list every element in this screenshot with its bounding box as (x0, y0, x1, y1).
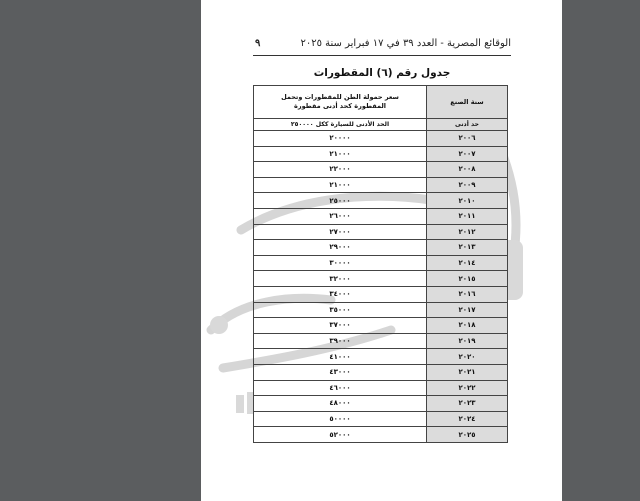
cell-year: ٢٠٢٣ (427, 396, 508, 412)
cell-year: ٢٠٢١ (427, 364, 508, 380)
cell-year: ٢٠٠٨ (427, 162, 508, 178)
table-row (254, 131, 508, 147)
cell-year: ٢٠١١ (427, 208, 508, 224)
cell-price: ٢٧٠٠٠ (254, 224, 427, 240)
table-row (254, 427, 508, 443)
table-row (254, 255, 508, 271)
cell-price: ٣٥٠٠٠ (254, 302, 427, 318)
cell-price: ٢٦٠٠٠ (254, 208, 427, 224)
table-row (254, 208, 508, 224)
viewer-left-margin (0, 0, 201, 501)
cell-year: ٢٠١٣ (427, 240, 508, 256)
cell-price: ٤٣٠٠٠ (254, 364, 427, 380)
cell-price: ٣٠٠٠٠ (254, 255, 427, 271)
cell-price: ٢٩٠٠٠ (254, 240, 427, 256)
cell-year: ٢٠١٠ (427, 193, 508, 209)
cell-price: ٣٧٠٠٠ (254, 318, 427, 334)
cell-price: ٢٠٠٠٠ (254, 131, 427, 147)
cell-year: ٢٠١٢ (427, 224, 508, 240)
table-row (254, 193, 508, 209)
cell-price: ٢١٠٠٠ (254, 177, 427, 193)
cell-price: ٤١٠٠٠ (254, 349, 427, 365)
cell-year: ٢٠١٨ (427, 318, 508, 334)
cell-year: ٢٠١٩ (427, 333, 508, 349)
cell-price: ٢١٠٠٠ (254, 146, 427, 162)
table-row (254, 224, 508, 240)
cell-price: ٣٢٠٠٠ (254, 271, 427, 287)
table-row (254, 411, 508, 427)
cell-year: ٢٠٠٦ (427, 131, 508, 147)
table-row (254, 177, 508, 193)
table-title: جدول رقم (٦) المقطورات (313, 67, 451, 79)
table-row (254, 396, 508, 412)
table-row (254, 364, 508, 380)
column-header-year: سنة الصنع (427, 86, 508, 119)
cell-year: ٢٠٠٧ (427, 146, 508, 162)
cell-year: ٢٠١٥ (427, 271, 508, 287)
column-header-price-line2: المقطورة كحد أدنى مقطورة (294, 102, 386, 110)
cell-year: ٢٠٢٠ (427, 349, 508, 365)
viewer-right-margin (562, 0, 640, 501)
subheader-price: الحد الأدنى للسيارة ككل ٢٥٠٠٠٠ (254, 119, 427, 131)
cell-price: ٢٥٠٠٠ (254, 193, 427, 209)
cell-year: ٢٠٢٢ (427, 380, 508, 396)
table-row (254, 318, 508, 334)
subheader-year: حد أدنى (427, 119, 508, 131)
cell-price: ٤٦٠٠٠ (254, 380, 427, 396)
trailers-price-table (253, 85, 508, 443)
table-body (254, 131, 508, 443)
running-header (253, 38, 511, 54)
cell-price: ٥٢٠٠٠ (254, 427, 427, 443)
cell-price: ٣٤٠٠٠ (254, 286, 427, 302)
table-row (254, 333, 508, 349)
column-header-price-line1: سعر حمولة الطن للمقطورات وتحمل (281, 93, 399, 101)
cell-price: ٤٨٠٠٠ (254, 396, 427, 412)
cell-year: ٢٠٢٥ (427, 427, 508, 443)
cell-price: ٣٩٠٠٠ (254, 333, 427, 349)
table-row (254, 240, 508, 256)
table-row (254, 349, 508, 365)
table-row (254, 271, 508, 287)
table-row (254, 380, 508, 396)
cell-year: ٢٠٢٤ (427, 411, 508, 427)
cell-year: ٢٠١٧ (427, 302, 508, 318)
page-number: ٩ (255, 38, 261, 49)
table-row (254, 302, 508, 318)
table-row (254, 286, 508, 302)
cell-price: ٢٢٠٠٠ (254, 162, 427, 178)
cell-year: ٢٠١٦ (427, 286, 508, 302)
running-header-text: الوقائع المصرية - العدد ٣٩ في ١٧ فبراير سنة ٢٠٢٥ (300, 38, 511, 49)
cell-price: ٥٠٠٠٠ (254, 411, 427, 427)
header-divider (253, 55, 511, 56)
table-row (254, 162, 508, 178)
cell-year: ٢٠٠٩ (427, 177, 508, 193)
document-page[interactable] (201, 0, 562, 501)
table-row (254, 146, 508, 162)
column-header-price (254, 86, 427, 119)
cell-year: ٢٠١٤ (427, 255, 508, 271)
